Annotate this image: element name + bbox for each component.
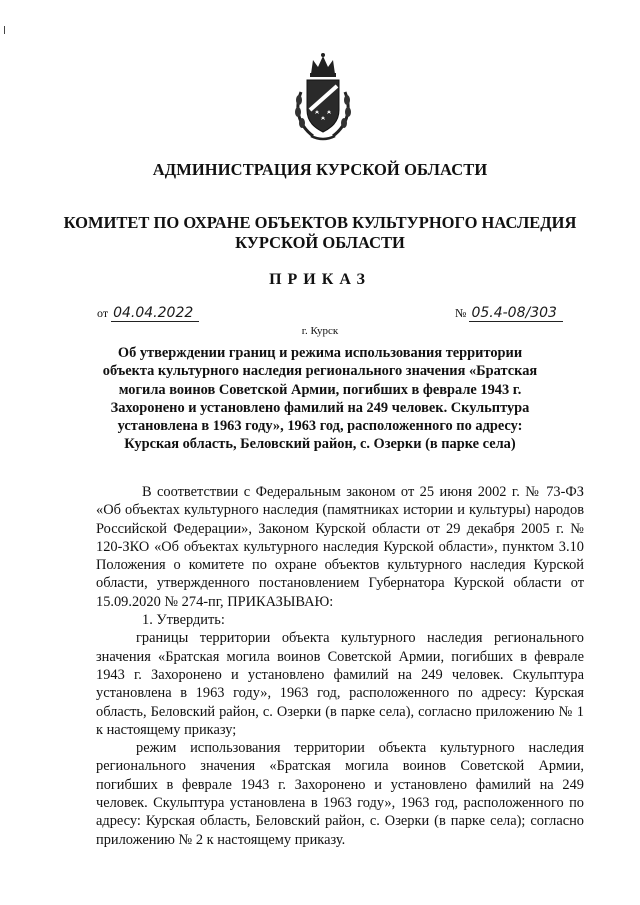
date-value: 04.04.2022 [111,305,199,322]
number-value: 05.4-08/303 [469,305,562,322]
committee-title: КОМИТЕТ ПО ОХРАНЕ ОБЪЕКТОВ КУЛЬТУРНОГО НАСЛЕДИЯ КУРСКОЙ ОБЛАСТИ [63,213,577,252]
usage-regime-paragraph: режим использования территории объекта культурного наследия регионального значения «Братская могила воинов Советской Армии, погибших в феврале 1943 г. Захоронено и установлено фамилий на 249 человек. Скульптура установлена в 1963 году», 1963 год, расположенного по адресу: Курская область, Беловский район, с. Озерки (в парке села); согласно приложению № 2 к настоящему приказу. [96,740,584,848]
preamble-paragraph: В соответствии с Федеральным законом от 25 июня 2002 г. № 73-ФЗ «Об объектах культурного наследия (памятниках истории и культуры) народов Российской Федерации», Законом Курской области от 29 декабря 2005 г. № 120-ЗКО «Об объектах культурного наследия Курской области», пунктом 3.10 Положения о комитете по охране объектов культурного наследия Курской области, утвержденного постановлением Губернатора Курской области от 15.09.2020 № 274-пг, ПРИКАЗЫВАЮ: [96,484,584,610]
order-body [96,483,584,849]
document-type: ПРИКАЗ [269,271,371,288]
city-label: г. Курск [301,325,339,337]
scan-mark [4,26,5,34]
order-title: Об утверждении границ и режима использования территории объекта культурного наследия регионального значения «Братская могила воинов Советской Армии, погибших в феврале 1943 г. Захоронено и установлено фамилий на 249 человек. Скульптура установлена в 1963 году», 1963 год, расположенного по адресу: Курская область, Беловский район, с. Озерки (в парке села) [102,345,538,453]
document-number [455,305,563,322]
kursk-coat-of-arms-icon [291,52,355,144]
date-prefix: от [97,306,109,320]
approve-clause: 1. Утвердить: [142,612,225,629]
document-date [97,305,199,322]
boundaries-paragraph: границы территории объекта культурного наследия регионального значения «Братская могила воинов Советской Армии, погибших в феврале 1943 г. Захоронено и установлено фамилий на 249 человек. Скульптура установлена в 1963 году», 1963 год, расположенного по адресу: Курская область, Беловский район, с. Озерки (в парке села), согласно приложению № 1 к настоящему приказу; [96,630,584,738]
administration-title: АДМИНИСТРАЦИЯ КУРСКОЙ ОБЛАСТИ [152,160,488,179]
number-prefix: № [455,306,467,320]
